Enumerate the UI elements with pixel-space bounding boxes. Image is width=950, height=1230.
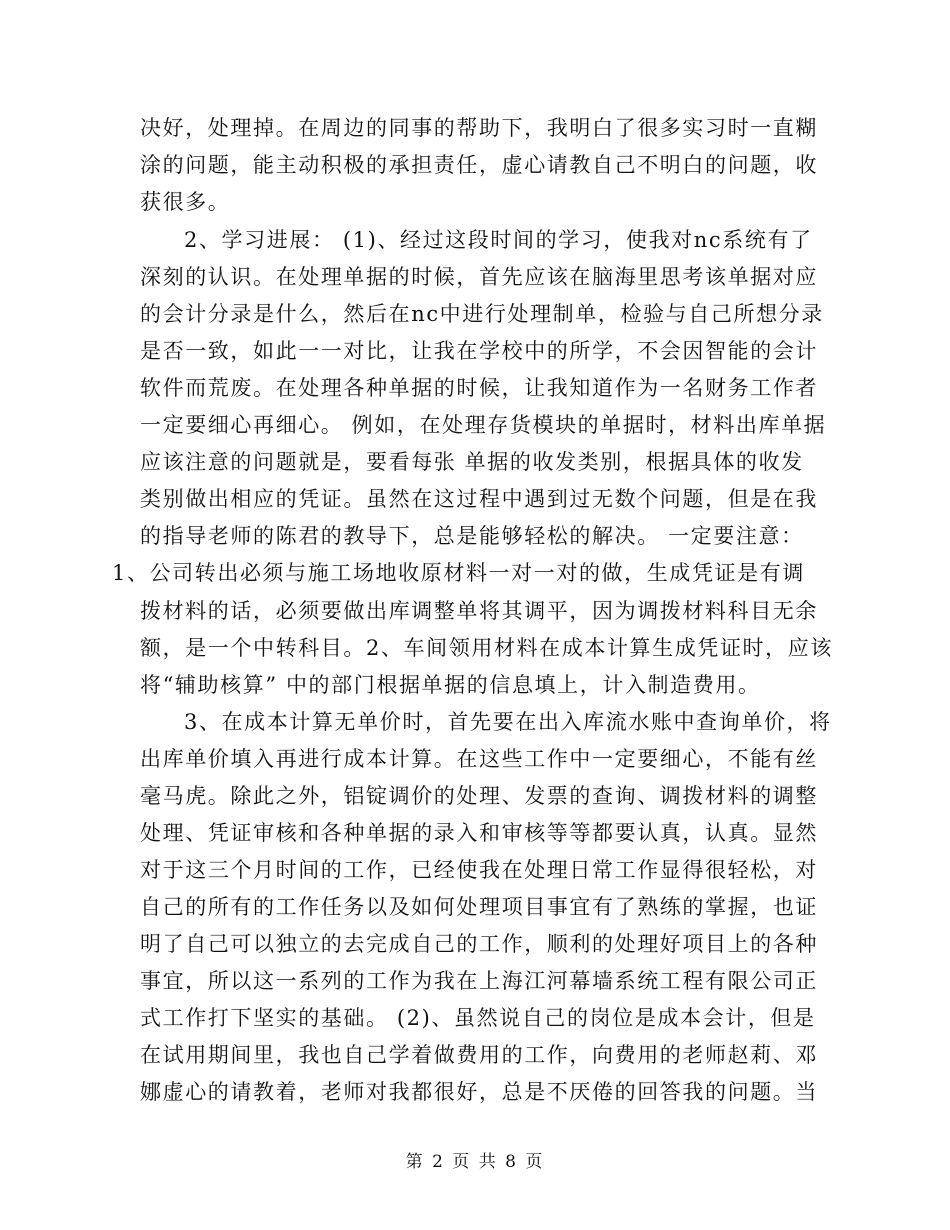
text-line: 1、公司转出必须与施工场地收原材料一对一对的做，生成凭证是有调: [112, 561, 805, 585]
text-line: 娜虚心的请教着，老师对我都很好，总是不厌倦的回答我的问题。当: [140, 1080, 818, 1104]
text-line: 毫马虎。除此之外，铝锭调价的处理、发票的查询、调拨材料的调整: [140, 784, 818, 808]
text-line: 获很多。: [140, 190, 231, 214]
text-line: 式工作打下坚实的基础。 (2)、虽然说自己的岗位是成本会计，但是: [140, 1006, 816, 1030]
text-line: 的指导老师的陈君的教导下，总是能够轻松的解决。 一定要注意：: [140, 524, 804, 548]
text-line: 拨材料的话，必须要做出库调整单将其调平，因为调拨材料科目无余: [140, 599, 818, 623]
text-line: 对于这三个月时间的工作，已经使我在处理日常工作显得很轻松，对: [140, 858, 818, 882]
text-line: 决好，处理掉。在周边的同事的帮助下，我明白了很多实习时一直糊: [140, 116, 818, 140]
text-line: 类别做出相应的凭证。虽然在这过程中遇到过无数个问题，但是在我: [140, 487, 818, 511]
text-line: 明了自己可以独立的去完成自己的工作，顺利的处理好项目上的各种: [140, 932, 818, 956]
text-line: 额，是一个中转科目。2、车间领用材料在成本计算生成凭证时，应该: [140, 636, 833, 660]
text-line: 出库单价填入再进行成本计算。在这些工作中一定要细心，不能有丝: [140, 747, 818, 771]
text-line: 自己的所有的工作任务以及如何处理项目事宜有了熟练的掌握，也证: [140, 895, 818, 919]
text-line: 事宜，所以这一系列的工作为我在上海江河幕墙系统工程有限公司正: [140, 969, 818, 993]
text-line: 处理、凭证审核和各种单据的录入和审核等等都要认真，认真。显然: [140, 821, 818, 845]
text-line: 应该注意的问题就是，要看每张 单据的收发类别，根据具体的收发: [140, 450, 804, 474]
page-number-footer: 第 2 页 共 8 页: [405, 1152, 545, 1172]
text-line: 涂的问题，能主动积极的承担责任，虚心请教自己不明白的问题，收: [140, 153, 818, 177]
text-line: 的会计分录是什么，然后在nc中进行处理制单，检验与自己所想分录: [140, 302, 824, 326]
text-line: 是否一致，如此一一对比，让我在学校中的所学，不会因智能的会计: [140, 339, 818, 363]
paragraph-start-line: 2、学习进展： (1)、经过这段时间的学习，使我对nc系统有了: [184, 228, 813, 252]
text-line: 深刻的认识。在处理单据的时候，首先应该在脑海里思考该单据对应: [140, 265, 818, 289]
text-line: 一定要细心再细心。 例如，在处理存货模块的单据时，材料出库单据: [140, 413, 827, 437]
paragraph-start-line: 3、在成本计算无单价时，首先要在出入库流水账中查询单价，将: [184, 710, 832, 734]
text-line: 在试用期间里，我也自己学着做费用的工作，向费用的老师赵莉、邓: [140, 1043, 818, 1067]
text-line: 软件而荒废。在处理各种单据的时候，让我知道作为一名财务工作者: [140, 376, 818, 400]
text-line: 将“辅助核算” 中的部门根据单据的信息填上，计入制造费用。: [140, 673, 761, 697]
